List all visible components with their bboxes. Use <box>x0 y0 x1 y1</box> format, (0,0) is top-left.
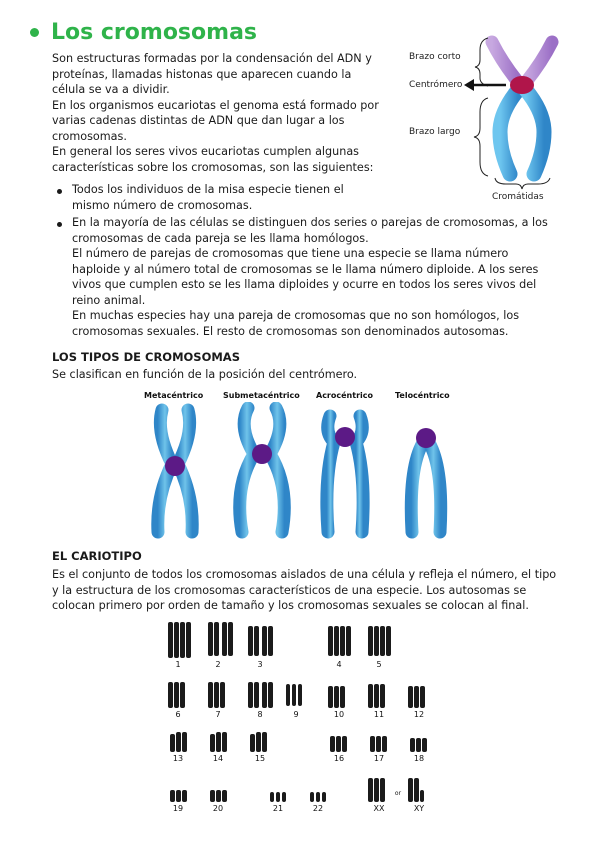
pair-9 <box>286 684 302 706</box>
bullet-line: En muchas especies hay una pareja de cromosomas que no son homólogos, los <box>72 309 520 322</box>
label-short-arm: Brazo corto <box>409 52 461 62</box>
karyotype-number: 18 <box>413 754 425 763</box>
submetacentric-chromosome <box>240 408 285 532</box>
bullet-line: mismo número de cromosomas. <box>72 198 253 212</box>
intro-line: Son estructuras formadas por la condensación del ADN y <box>52 52 372 65</box>
bullet-dot <box>57 189 62 194</box>
karyotype-number: 14 <box>212 754 224 763</box>
pair-1 <box>168 622 191 658</box>
karyotype-number: 16 <box>333 754 345 763</box>
page-title: Los cromosomas <box>51 20 258 45</box>
pair-4 <box>328 626 351 656</box>
short-arm-left <box>492 42 518 82</box>
tipo-label: Telocéntrico <box>395 391 450 400</box>
karyotype-number: XY <box>413 804 425 813</box>
bullet-line: reino animal. <box>72 293 146 307</box>
pair-11 <box>368 684 385 708</box>
karyotype-number: 21 <box>272 804 284 813</box>
tipo-label: Submetacéntrico <box>223 391 300 400</box>
cariotipo-line: y la estructura de los cromosomas característicos de una especie. Los autosomas se <box>52 583 527 597</box>
chromatids-brace <box>495 178 550 189</box>
karyotype-number: 17 <box>373 754 385 763</box>
pair-5 <box>368 626 391 656</box>
acrocentric-chromosome <box>327 416 363 532</box>
intro-paragraph <box>52 51 379 175</box>
pair-6 <box>168 682 185 708</box>
pair-10 <box>328 686 345 708</box>
centromere-arrow-head <box>464 79 474 91</box>
title-bullet <box>30 28 39 37</box>
karyotype-number: 7 <box>215 710 221 719</box>
karyotype-number: 3 <box>257 660 263 669</box>
karyotype-number: 19 <box>172 804 184 813</box>
pair-18 <box>410 738 427 752</box>
karyotype-number: 15 <box>254 754 266 763</box>
pair-22 <box>310 792 326 802</box>
tipos-heading: LOS TIPOS DE CROMOSOMAS <box>52 350 240 364</box>
pair-19 <box>170 790 187 802</box>
bullet-line: Todos los individuos de la misa especie tienen el <box>72 183 344 196</box>
pair-8 <box>248 682 273 708</box>
karyotype-figure <box>162 618 434 816</box>
pair-17 <box>370 736 387 752</box>
karyotype-or-label: or <box>394 790 402 797</box>
karyotype-number: 6 <box>175 710 181 719</box>
karyotype-number: 8 <box>257 710 263 719</box>
intro-line: varias cadenas distintas de ADN que dan lugar a los <box>52 114 345 127</box>
long-arm-left <box>500 90 518 174</box>
label-centromere: Centrómero <box>409 80 463 90</box>
intro-line: características sobre los cromosomas, son las siguientes: <box>52 160 374 174</box>
intro-line: En general los seres vivos eucariotas cumplen algunas <box>52 145 360 158</box>
bullet-line: haploide y al número total de cromosomas se le llama número diploide. A los seres <box>72 262 539 276</box>
bullet-line: En la mayoría de las células se distinguen dos series o parejas de cromosomas, a los <box>72 216 548 229</box>
karyotype-number: XX <box>373 804 385 813</box>
pair-14 <box>210 732 227 752</box>
pair-13 <box>170 732 187 752</box>
cariotipo-line: Es el conjunto de todos los cromosomas aislados de una célula y refleja el número, el tipo <box>52 568 557 581</box>
pair-21 <box>270 792 286 802</box>
short-arm-right <box>526 42 552 82</box>
bullet-line: cromosomas de cada pareja se les llama homólogos. <box>72 231 369 245</box>
karyotype-number: 4 <box>336 660 342 669</box>
bullet-item-1 <box>72 182 344 213</box>
metacentric-chromosome <box>158 410 192 532</box>
long-arm-brace <box>474 98 488 176</box>
pair-3 <box>248 626 273 656</box>
label-chromatids: Cromátidas <box>492 192 544 202</box>
chromosome-types-figure <box>130 402 470 542</box>
intro-line: proteínas, llamadas histonas que aparecen cuando la <box>52 67 352 81</box>
tipo-label: Acrocéntrico <box>316 391 373 400</box>
pair-7 <box>208 682 225 708</box>
bullet-line: cromosomas sexuales. El resto de cromosomas son denominados autosomas. <box>72 324 509 338</box>
pair-15 <box>250 732 267 752</box>
karyotype-number: 13 <box>172 754 184 763</box>
cariotipo-line: colocan primero por orden de tamaño y los cromosomas sexuales se colocan al final. <box>52 599 529 612</box>
intro-line: En los organismos eucariotas el genoma está formado por <box>52 98 379 112</box>
label-long-arm: Brazo largo <box>409 127 461 137</box>
karyotype-number: 1 <box>175 660 181 669</box>
karyotype-number: 11 <box>373 710 385 719</box>
centromere-dot <box>510 76 534 94</box>
pair-xx <box>368 778 385 802</box>
karyotype-number: 2 <box>215 660 221 669</box>
pair-16 <box>330 736 347 752</box>
cariotipo-heading: EL CARIOTIPO <box>52 549 142 563</box>
bullet-dot <box>57 222 62 227</box>
bullet-line: vivos que cumplen esto se les llama diploides y ocurre en todos los seres vivos del <box>72 278 537 291</box>
karyotype-number: 12 <box>413 710 425 719</box>
pair-20 <box>210 790 227 802</box>
karyotype-number: 9 <box>293 710 299 719</box>
short-arm-brace <box>475 38 488 86</box>
tipos-text: Se clasifican en función de la posición del centrómero. <box>52 368 358 381</box>
tipo-label: Metacéntrico <box>144 391 204 400</box>
pair-2 <box>208 622 233 656</box>
bullet-line: El número de parejas de cromosomas que tiene una especie se llama número <box>72 247 509 260</box>
karyotype-number: 5 <box>376 660 382 669</box>
telocentric-chromosome <box>411 428 440 532</box>
bullet-item-2 <box>72 215 572 339</box>
karyotype-number: 20 <box>212 804 224 813</box>
cariotipo-text <box>52 567 592 614</box>
section-title <box>30 20 257 45</box>
karyotype-number: 10 <box>333 710 345 719</box>
long-arm-right <box>526 90 544 174</box>
intro-line: célula se va a dividir. <box>52 83 170 96</box>
karyotype-number: 22 <box>312 804 324 813</box>
pair-12 <box>408 686 425 708</box>
intro-line: cromosomas. <box>52 129 127 143</box>
